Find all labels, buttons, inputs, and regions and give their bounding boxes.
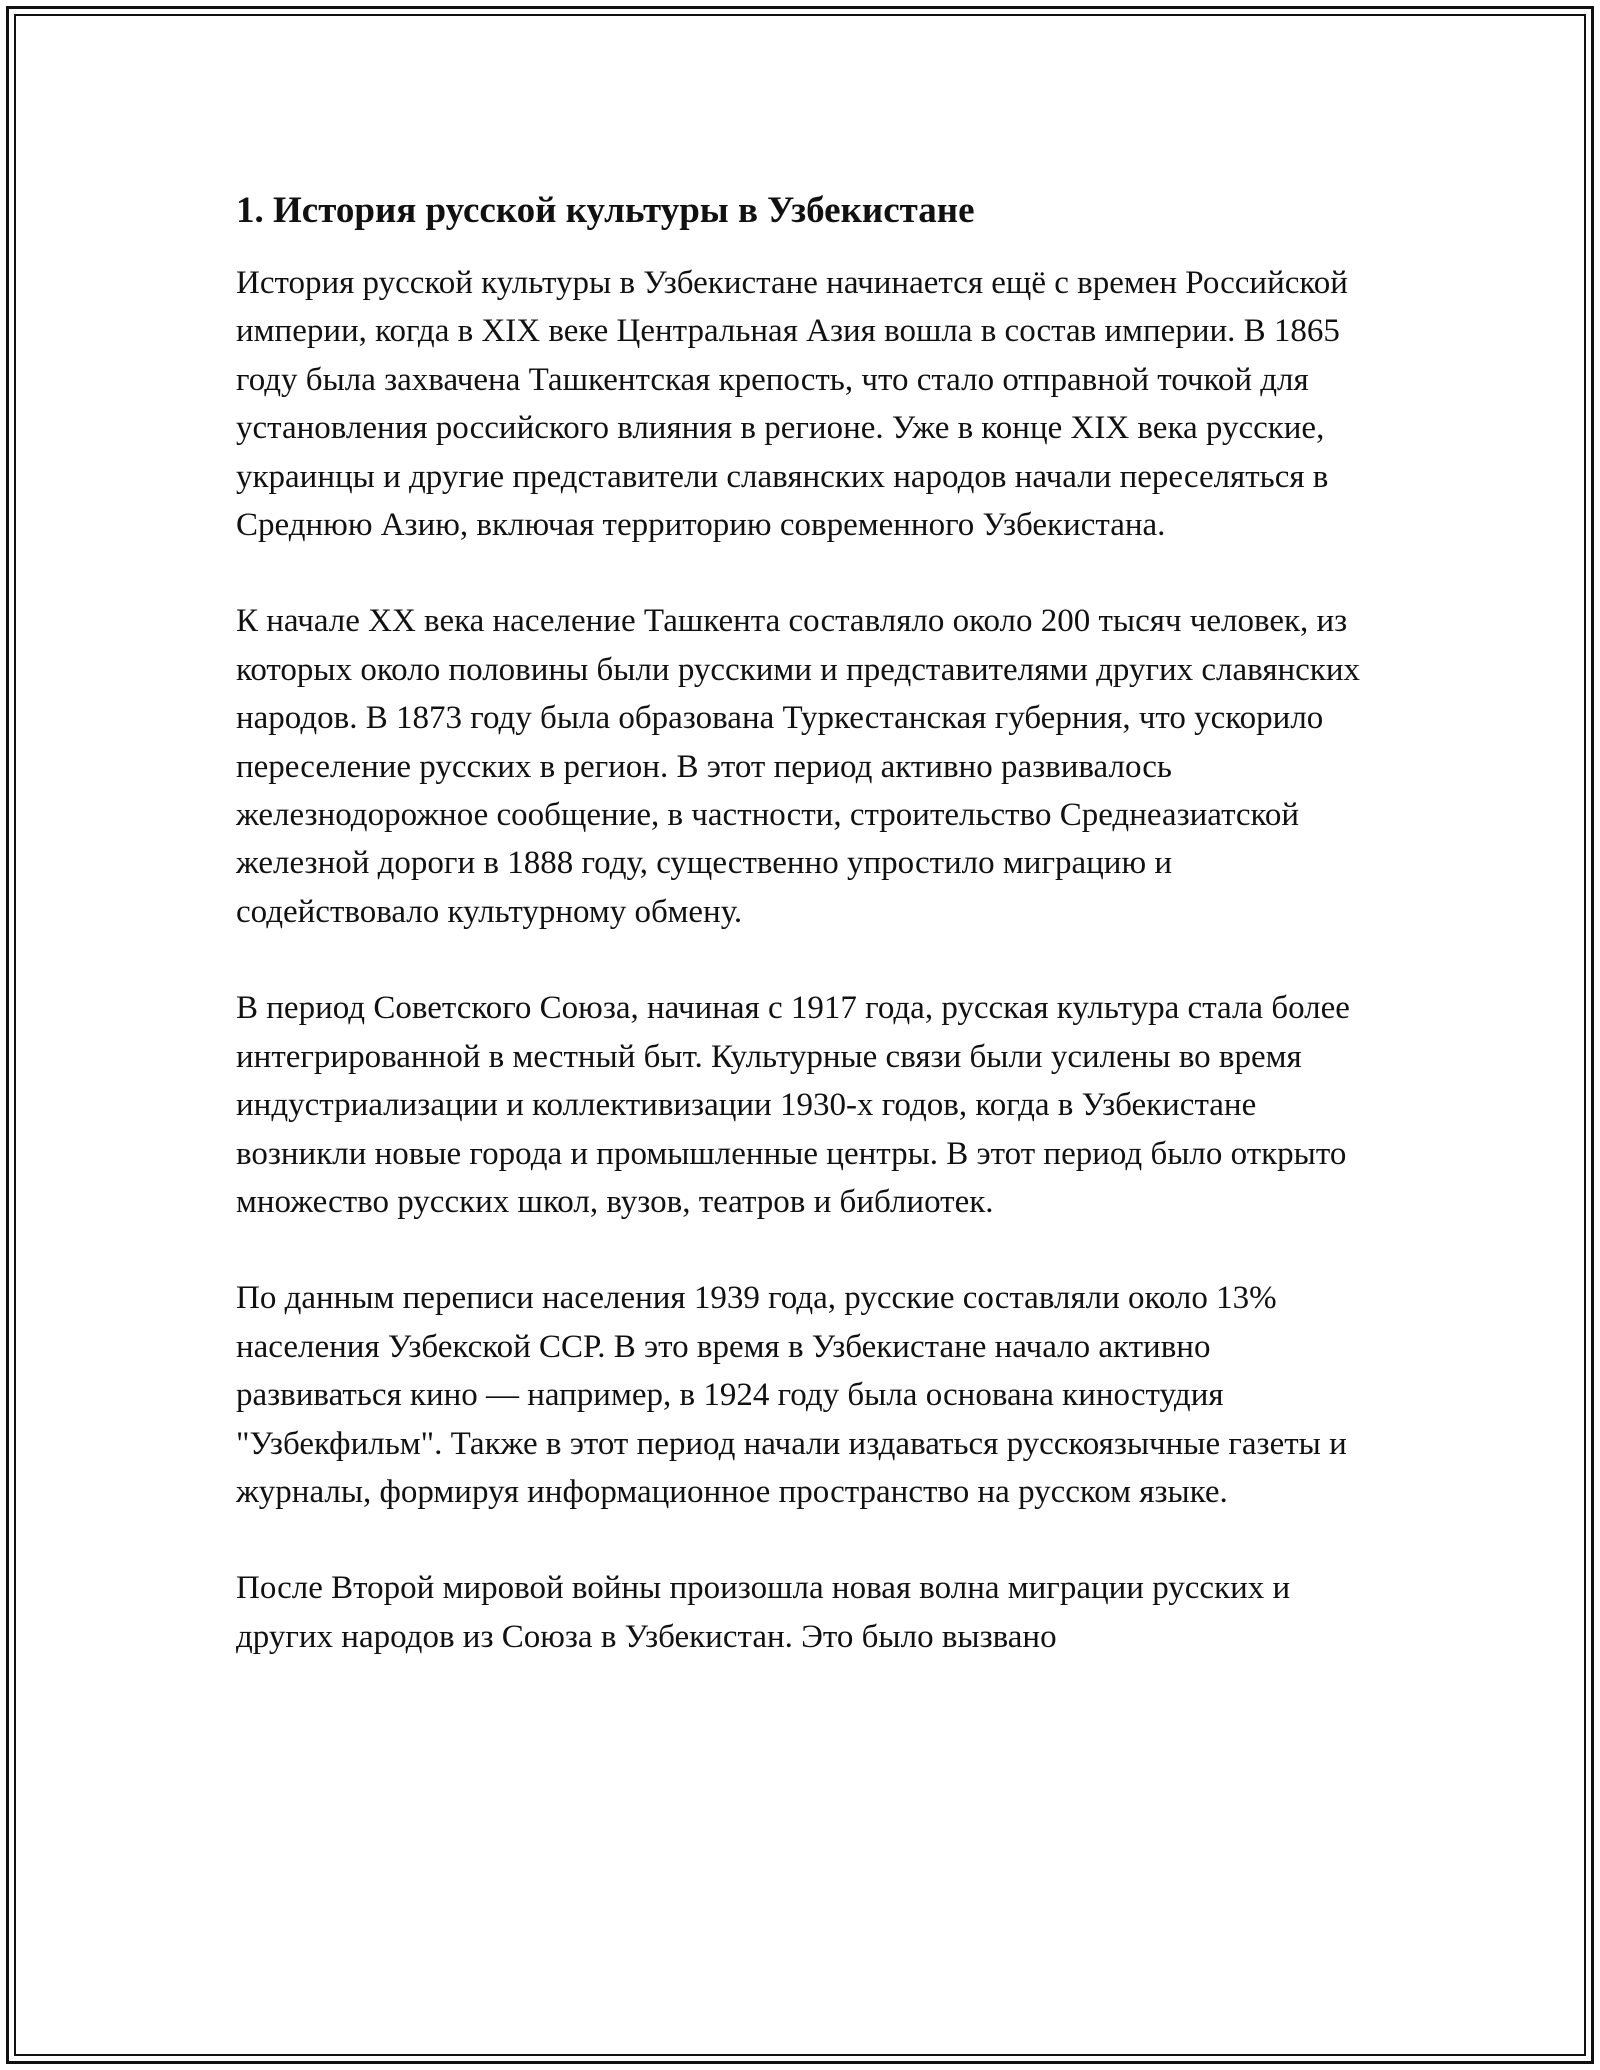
- document-page: [236, 185, 1366, 1661]
- paragraph-4: По данным переписи населения 1939 года, русские составляли около 13% населения Узбекской ССР. В это время в Узбекистане начало активно развиваться кино — например, в 1924 году была основана киностудия "Узбекфильм". Также в этот период начали издаваться русскоязычные газеты и журналы, формируя информационное пространство на русском языке.: [236, 1280, 1347, 1510]
- section-heading: 1. История русской культуры в Узбекистане: [236, 190, 975, 231]
- paragraph-3: В период Советского Союза, начиная с 1917 года, русская культура стала более интегрированной в местный быт. Культурные связи были усилены во время индустриализации и коллективизации 1930-х годов, когда в Узбекистане возникли новые города и промышленные центры. В этот период было открыто множество русских школ, вузов, театров и библиотек.: [236, 990, 1350, 1220]
- paragraph-1: История русской культуры в Узбекистане начинается ещё с времен Российской империи, когда в XIX веке Центральная Азия вошла в состав империи. В 1865 году была захвачена Ташкентская крепость, что стало отправной точкой для установления российского влияния в регионе. Уже в конце XIX века русские, украинцы и другие представители славянских народов начали переселяться в Среднюю Азию, включая территорию современного Узбекистана.: [236, 265, 1348, 544]
- paragraph-2: К начале XX века население Ташкента составляло около 200 тысяч человек, из которых около половины были русскими и представителями других славянских народов. В 1873 году была образована Туркестанская губерния, что ускорило переселение русских в регион. В этот период активно развивалось железнодорожное сообщение, в частности, строительство Среднеазиатской железной дороги в 1888 году, существенно упростило миграцию и содействовало культурному обмену.: [236, 603, 1360, 930]
- paragraph-5: После Второй мировой войны произошла новая волна миграции русских и других народов из Союза в Узбекистан. Это было вызвано: [236, 1570, 1291, 1655]
